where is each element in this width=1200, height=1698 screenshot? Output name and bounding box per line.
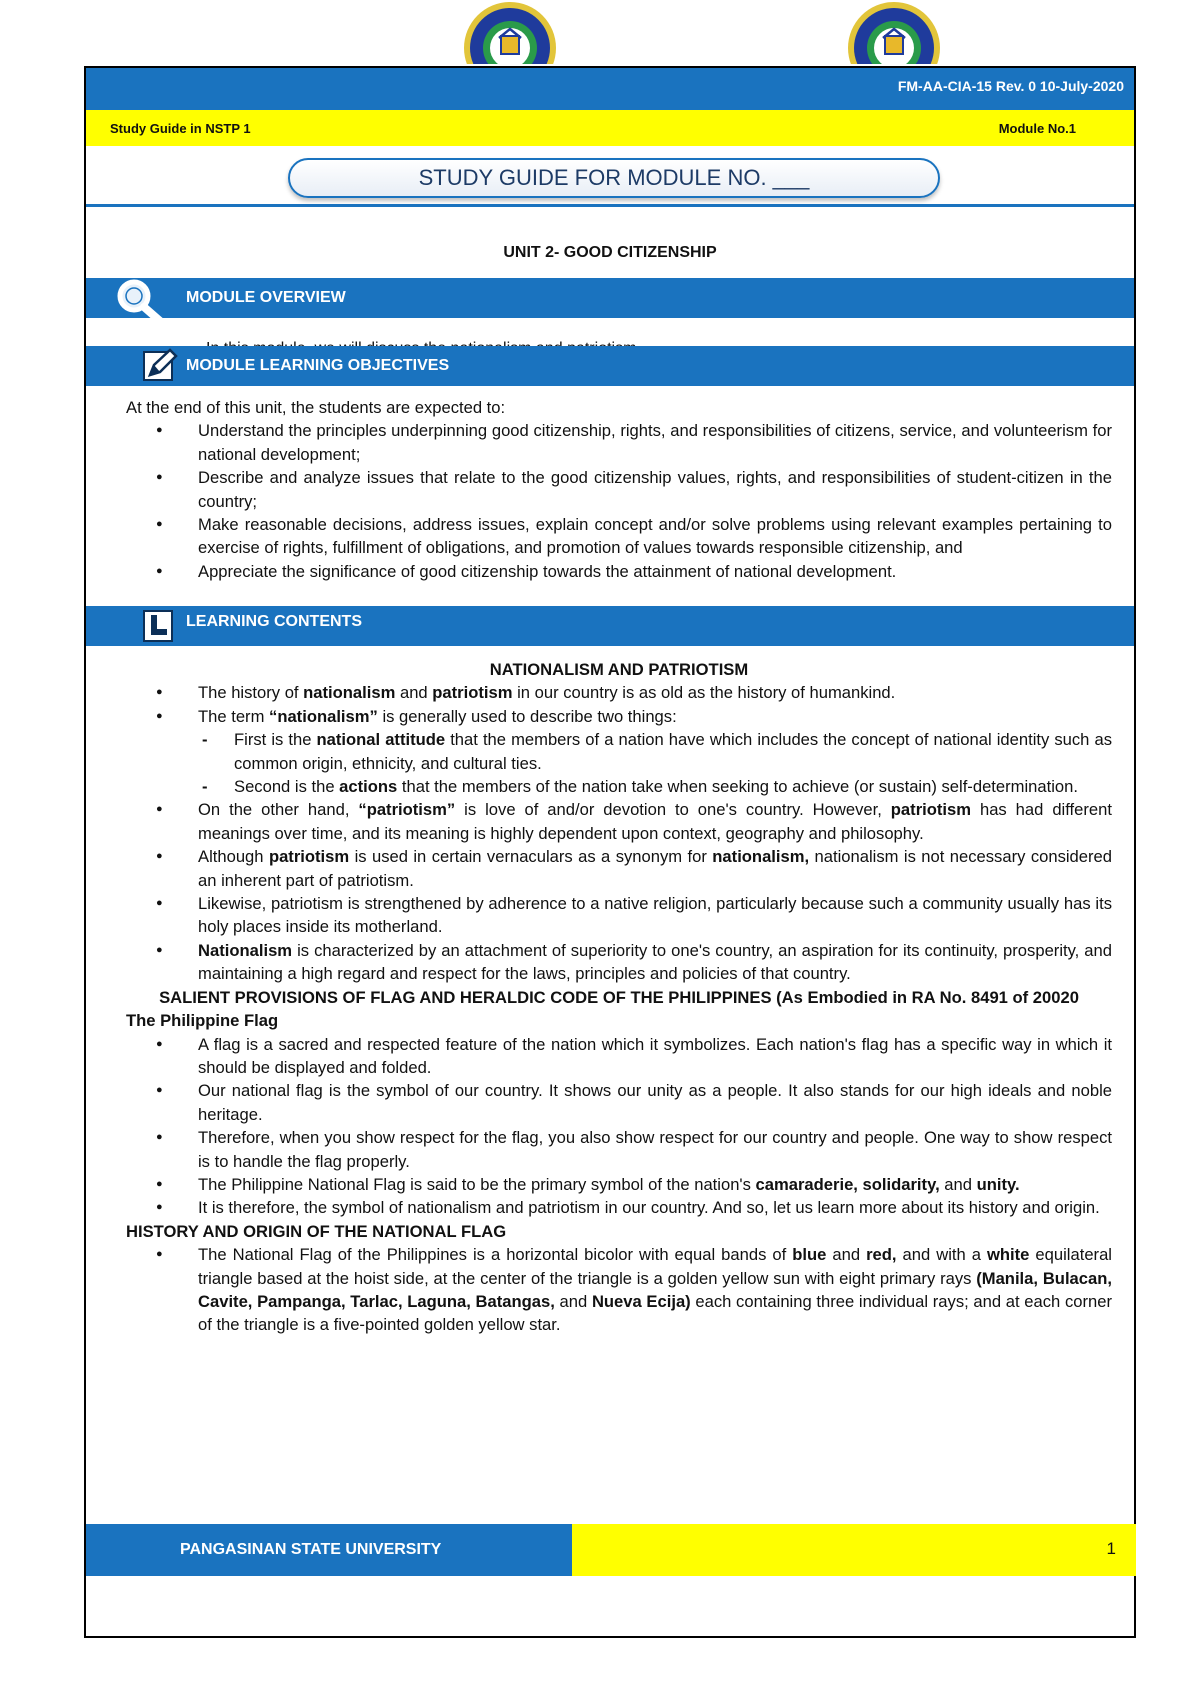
content-item: ● It is therefore, the symbol of nationalism and patriotism in our country. And so, let us learn more about its history and origin. — [126, 1196, 1112, 1219]
header-divider — [86, 204, 1134, 207]
content-item: ● The National Flag of the Philippines is a horizontal bicolor with equal bands of blue and red, and with a white equilateral triangle based at the hoist side, at the center of the triangle is a golden yellow sun with eight primary rays (Manila, Bulacan, Cavite, Pampanga, Tarlac, Laguna, Batangas, and Nueva Ecija) each containing three individual rays; and at each corner of the triangle is a five-pointed golden yellow star. — [126, 1243, 1112, 1337]
objective-item: ● Understand the principles underpinning good citizenship, rights, and responsibilities of citizens, service, and volunteerism for national development; — [126, 419, 1112, 466]
learning-contents-title: LEARNING CONTENTS — [186, 613, 362, 630]
page-frame — [84, 66, 1136, 1638]
section-title-nationalism: NATIONALISM AND PATRIOTISM — [489, 660, 749, 679]
university-seal-left — [462, 0, 558, 64]
objective-item: ● Appreciate the significance of good citizenship towards the attainment of national development. — [126, 560, 1112, 583]
history-list — [126, 1243, 1112, 1337]
course-title: Study Guide in NSTP 1 — [110, 121, 251, 136]
university-seal-right — [846, 0, 942, 64]
book-icon — [142, 609, 176, 650]
magnifier-icon — [114, 278, 166, 329]
learning-objectives-header — [86, 346, 1134, 386]
content-item: ● Our national flag is the symbol of our country. It shows our unity as a people. It also stands for our high ideals and noble heritage. — [126, 1079, 1112, 1126]
flag-heading: The Philippine Flag — [126, 1011, 279, 1031]
module-overview-header — [86, 278, 1134, 318]
content-item: ● On the other hand, “patriotism” is love of and/or devotion to one's country. However, patriotism has had different meanings over time, and its meaning is highly dependent upon context, geography and philosophy. — [126, 798, 1112, 845]
nationalism-sublist — [198, 728, 1112, 798]
course-bar — [86, 110, 1134, 146]
content-item: ● The Philippine National Flag is said to be the primary symbol of the nation's camaraderie, solidarity, and unity. — [126, 1173, 1112, 1196]
learning-contents-header — [86, 606, 1134, 646]
pencil-icon — [142, 348, 178, 389]
header-bar — [86, 68, 1134, 110]
sub-item: - Second is the actions that the members of the nation take when seeking to achieve (or sustain) self-determination. — [198, 775, 1112, 798]
flag-list — [126, 1033, 1112, 1220]
objectives-intro: At the end of this unit, the students are expected to: — [126, 398, 506, 417]
section-title-flag-code: SALIENT PROVISIONS OF FLAG AND HERALDIC CODE OF THE PHILIPPINES (As Embodied in RA No. 8491 of 20020 — [159, 987, 1079, 1007]
university-seal-icon — [846, 0, 942, 64]
university-name: PANGASINAN STATE UNIVERSITY — [180, 1541, 442, 1558]
objectives-body — [126, 396, 1112, 583]
learning-objectives-title: MODULE LEARNING OBJECTIVES — [186, 357, 450, 374]
university-seal-icon — [462, 0, 558, 64]
footer-page-area — [572, 1524, 1136, 1576]
footer-bar — [86, 1524, 572, 1576]
content-item: ● The term “nationalism” is generally used to describe two things: - First is the national attitude that the members of a nation have which includes the concept of national identity such as common origin, ethnicity, and cultural ties. - Second is the actions that the members of the nation take when seeking to achieve (or sustain) self-determination. — [126, 705, 1112, 799]
objectives-list — [126, 419, 1112, 583]
content-item: ● Although patriotism is used in certain vernaculars as a synonym for nationalism, nationalism is not necessary considered an inherent part of patriotism. — [126, 845, 1112, 892]
objective-item: ● Describe and analyze issues that relate to the good citizenship values, rights, and responsibilities of student-citizen in the country; — [126, 466, 1112, 513]
content-item: ● A flag is a sacred and respected feature of the nation which it symbolizes. Each nation's flag has a specific way in which it should be displayed and folded. — [126, 1033, 1112, 1080]
study-guide-title: STUDY GUIDE FOR MODULE NO. ___ — [288, 158, 940, 198]
history-heading: HISTORY AND ORIGIN OF THE NATIONAL FLAG — [126, 1221, 507, 1241]
document-code: FM-AA-CIA-15 Rev. 0 10-July-2020 — [897, 78, 1124, 94]
page-number: 1 — [1106, 1539, 1116, 1558]
content-item: ● Therefore, when you show respect for the flag, you also show respect for our country and people. One way to show respect is to handle the flag properly. — [126, 1126, 1112, 1173]
module-overview-title: MODULE OVERVIEW — [186, 289, 346, 306]
sub-item: - First is the national attitude that the members of a nation have which includes the concept of national identity such as common origin, ethnicity, and cultural ties. — [198, 728, 1112, 775]
content-item: ● Nationalism is characterized by an attachment of superiority to one's country, an aspiration for its continuity, prosperity, and maintaining a high regard and respect for the laws, principles and policies of that country. — [126, 939, 1112, 986]
learning-contents-body — [126, 658, 1112, 1337]
nationalism-list — [126, 681, 1112, 985]
unit-title: UNIT 2- GOOD CITIZENSHIP — [503, 244, 717, 261]
content-item: ● Likewise, patriotism is strengthened by adherence to a native religion, particularly because such a community usually has its holy places inside its motherland. — [126, 892, 1112, 939]
content-item: ● The history of nationalism and patriotism in our country is as old as the history of humankind. — [126, 681, 1112, 704]
module-number: Module No.1 — [998, 121, 1076, 136]
objective-item: ● Make reasonable decisions, address issues, explain concept and/or solve problems using relevant examples pertaining to exercise of rights, fulfillment of obligations, and promotion of values towards responsible citizenship, and — [126, 513, 1112, 560]
